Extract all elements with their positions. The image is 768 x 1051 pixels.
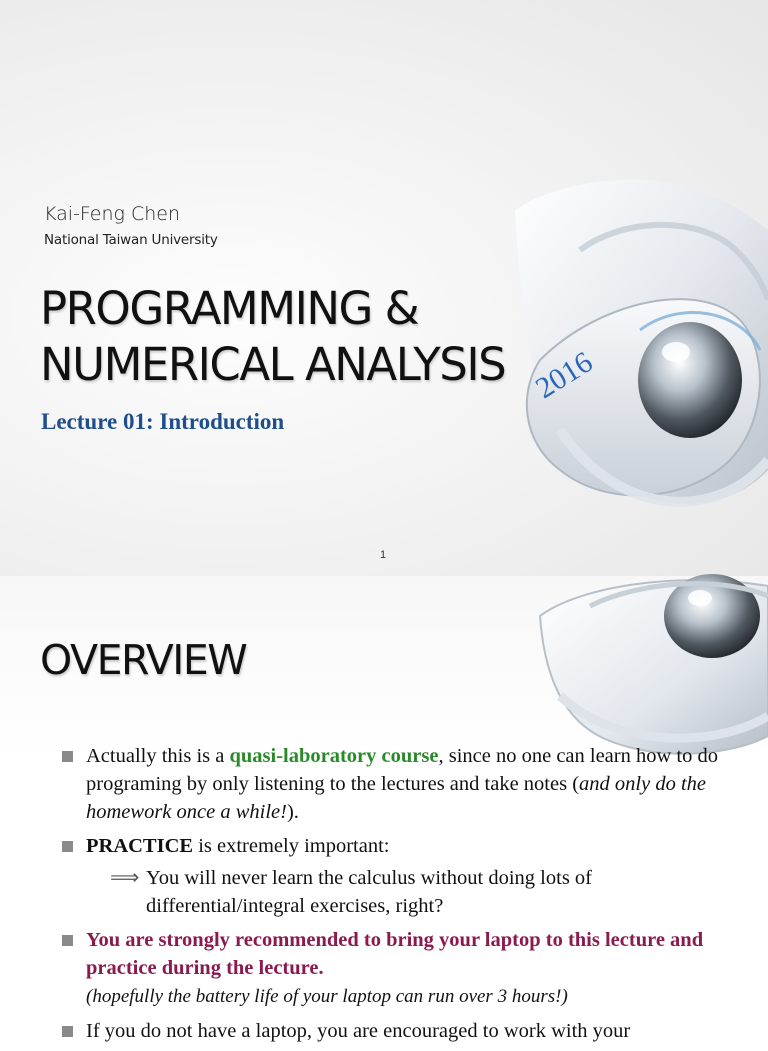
bullet-text: If you do not have a laptop, you are encouraged to work with your [86,1020,631,1042]
course-title-line-2: NUMERICAL ANALYSIS [40,338,506,391]
bullet-item [62,926,722,1011]
square-bullet-icon [62,841,73,852]
overview-slide [0,576,768,1042]
page-number: 1 [380,549,387,561]
author-affiliation: National Taiwan University [44,232,218,248]
bullet-text: , since no one can learn how to do programing by only listening to the lectures and take notes ( [86,745,718,795]
italic-note: (hopefully the battery life of your laptop can run over 3 hours!) [86,986,568,1007]
square-bullet-icon [62,751,73,762]
slide-heading: OVERVIEW [40,636,247,684]
square-bullet-icon [62,935,73,946]
lecture-subtitle: Lecture 01: Introduction [41,409,285,434]
bullet-text: ). [286,801,299,823]
bullet-item [62,832,722,920]
italic-note: and only do the homework once a while! [86,773,706,823]
bold-keyword: PRACTICE [86,835,194,857]
author-name: Kai-Feng Chen [44,203,181,225]
bullet-text: Actually this is a [86,745,230,767]
bullet-item [62,1017,722,1045]
highlight-text: quasi-laboratory course [229,745,439,767]
highlight-text: You are strongly recommended to bring your laptop to this lecture and practice during the lecture. [86,929,704,979]
bullet-text: is extremely important: [193,835,390,857]
year-label: 2016 [529,345,599,406]
implies-arrow-icon: ⟹ [110,867,140,889]
course-title-line-1: PROGRAMMING & [40,282,419,335]
sub-bullet-text: You will never learn the calculus without doing lots of differential/integral exercises, right? [146,867,593,917]
bullet-item [62,742,722,826]
bullet-list [62,742,722,1051]
sub-bullet-item [86,864,722,920]
square-bullet-icon [62,1026,73,1037]
